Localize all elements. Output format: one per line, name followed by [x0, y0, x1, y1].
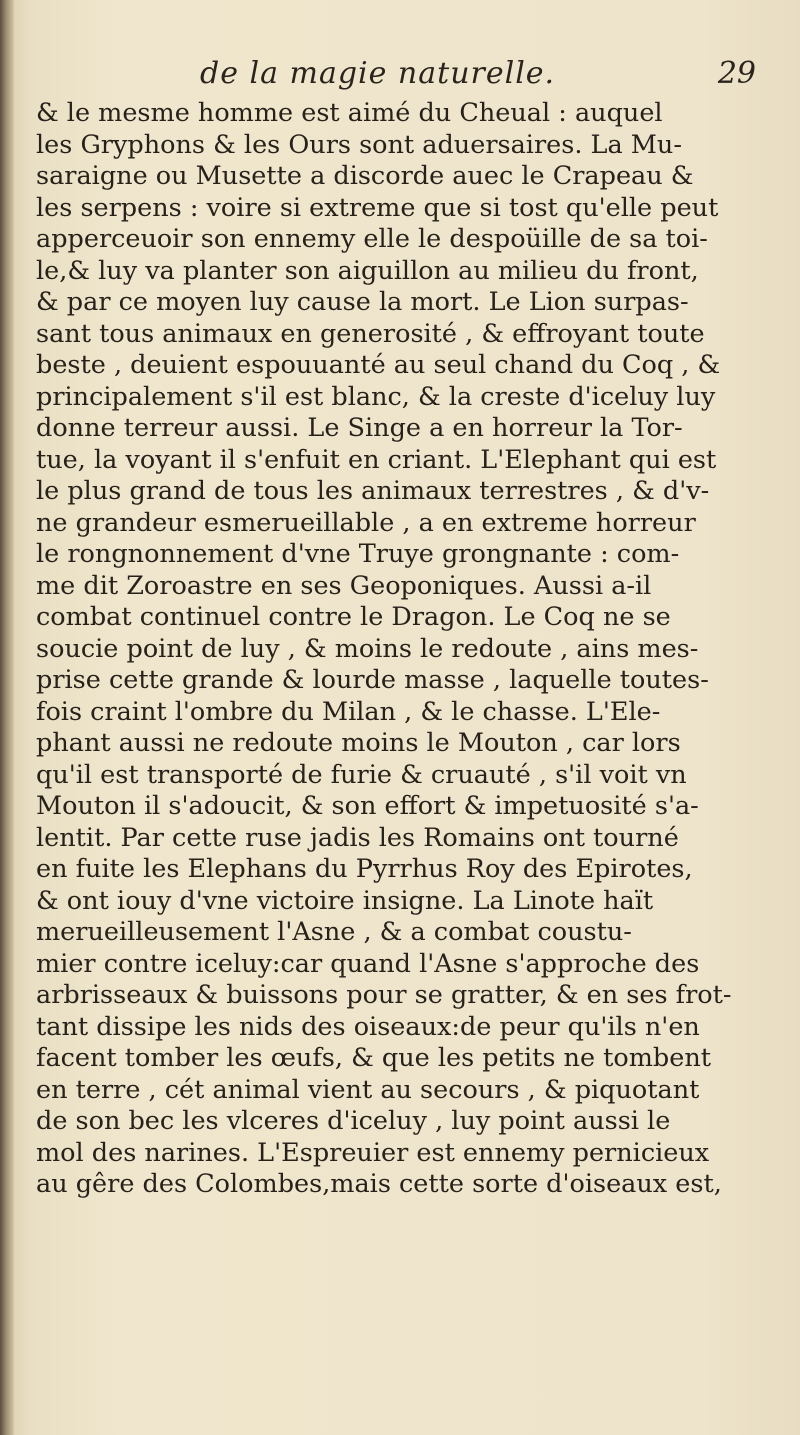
text-line: me dit Zoroastre en ses Geoponiques. Aussi a-il [36, 570, 652, 601]
text-line: soucie point de luy , & moins le redoute , ains mes- [36, 633, 699, 664]
text-line: combat continuel contre le Dragon. Le Coq ne se [36, 602, 671, 632]
text-line: le rongnonnement d'vne Truye grongnante : com- [36, 539, 680, 569]
body-text [36, 98, 782, 1201]
text-line: mier contre iceluy:car quand l'Asne s'approche des [36, 948, 700, 979]
text-line: qu'il est transporté de furie & cruauté , s'il voit vn [36, 759, 687, 790]
text-line: prise cette grande & lourde masse , laquelle toutes- [36, 665, 709, 695]
running-title: de la magie naturelle. [200, 56, 556, 91]
text-line: apperceuoir son ennemy elle le despoüille de sa toi- [36, 224, 708, 254]
text-line: & par ce moyen luy cause la mort. Le Lion surpas- [36, 287, 689, 317]
text-line: facent tomber les œufs, & que les petits ne tombent [36, 1043, 712, 1073]
text-line: & le mesme homme est aimé du Cheual : auquel [36, 98, 663, 128]
text-line: merueilleusement l'Asne , & a combat coustu- [36, 917, 632, 947]
page-number: 29 [717, 56, 756, 91]
text-line: beste , deuient espouuanté au seul chand du Coq , & [36, 350, 721, 380]
text-line: au gêre des Colombes,mais cette sorte d'oiseaux est, [36, 1169, 722, 1199]
text-line: principalement s'il est blanc, & la creste d'iceluy luy [36, 381, 716, 412]
text-line: Mouton il s'adoucit, & son effort & impetuosité s'a- [36, 791, 699, 821]
text-line: mol des narines. L'Espreuier est ennemy pernicieux [36, 1137, 710, 1168]
text-line: lentit. Par cette ruse jadis les Romains ont tourné [36, 822, 679, 853]
text-line: en fuite les Elephans du Pyrrhus Roy des Epirotes, [36, 854, 693, 884]
text-line: & ont iouy d'vne victoire insigne. La Linote haït [36, 885, 654, 916]
text-line: donne terreur aussi. Le Singe a en horreur la Tor- [36, 413, 683, 443]
text-line: saraigne ou Musette a discorde auec le Crapeau & [36, 161, 694, 191]
page-gutter-shadow [0, 0, 14, 1435]
text-line: le,& luy va planter son aiguillon au milieu du front, [36, 255, 699, 286]
text-line: en terre , cét animal vient au secours , & piquotant [36, 1074, 700, 1105]
text-line: ne grandeur esmerueillable , a en extreme horreur [36, 507, 696, 538]
text-line: sant tous animaux en generosité , & effroyant toute [36, 318, 705, 349]
text-line: les serpens : voire si extreme que si tost qu'elle peut [36, 192, 719, 223]
text-line: tue, la voyant il s'enfuit en criant. L'Elephant qui est [36, 444, 717, 475]
text-line: tant dissipe les nids des oiseaux:de peur qu'ils n'en [36, 1011, 700, 1042]
text-line: le plus grand de tous les animaux terrestres , & d'v- [36, 476, 710, 506]
text-line: fois craint l'ombre du Milan , & le chasse. L'Ele- [36, 696, 661, 727]
text-line: les Gryphons & les Ours sont aduersaires. La Mu- [36, 129, 682, 160]
text-line: de son bec les vlceres d'iceluy , luy point aussi le [36, 1106, 671, 1136]
text-line: phant aussi ne redoute moins le Mouton , car lors [36, 728, 681, 758]
text-line: arbrisseaux & buissons pour se gratter, & en ses frot- [36, 980, 732, 1010]
page-header [40, 52, 768, 96]
